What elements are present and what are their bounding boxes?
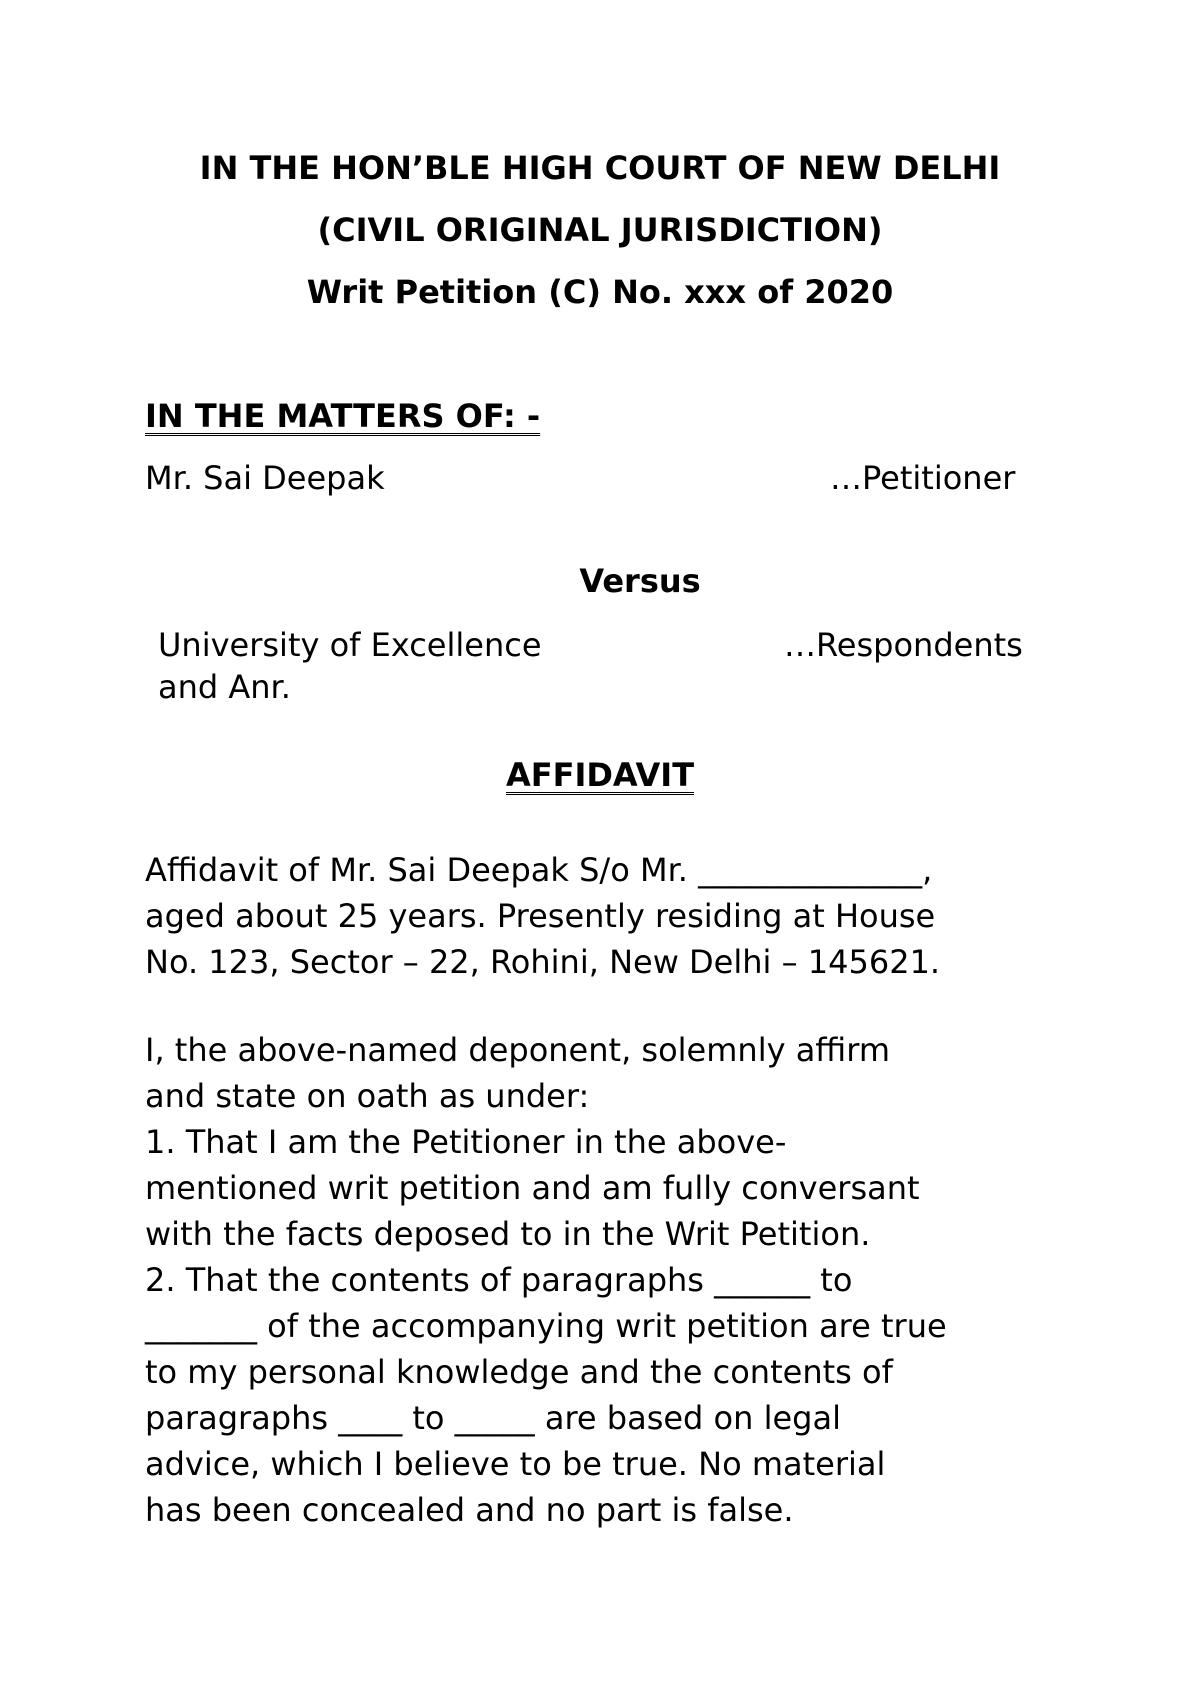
oath-line: with the facts deposed to in the Writ Petition. xyxy=(145,1215,871,1253)
oath-line: and state on oath as under: xyxy=(145,1077,590,1115)
matters-heading: IN THE MATTERS OF: - xyxy=(145,397,541,435)
affidavit-oath xyxy=(145,1027,1075,1533)
oath-line: has been concealed and no part is false. xyxy=(145,1491,794,1529)
oath-line: to my personal knowledge and the contents of xyxy=(145,1353,893,1391)
respondent-role: …Respondents xyxy=(784,626,1023,664)
oath-line: mentioned writ petition and am fully conversant xyxy=(145,1169,920,1207)
oath-line: _______ of the accompanying writ petition are true xyxy=(145,1307,947,1345)
oath-line: I, the above-named deponent, solemnly affirm xyxy=(145,1031,890,1069)
respondent-name-line1: University of Excellence xyxy=(158,626,542,664)
intro-line: Affidavit of Mr. Sai Deepak S/o Mr. ______________, xyxy=(145,851,933,889)
court-title: IN THE HON’BLE HIGH COURT OF NEW DELHI xyxy=(199,149,1001,187)
oath-line: 2. That the contents of paragraphs ______ to xyxy=(145,1261,853,1299)
oath-line: paragraphs ____ to _____ are based on legal xyxy=(145,1399,841,1437)
affidavit-intro xyxy=(145,847,1075,985)
respondent-name-line2: and Anr. xyxy=(158,668,291,706)
petitioner-role: …Petitioner xyxy=(830,459,1016,497)
petitioner-name: Mr. Sai Deepak xyxy=(145,459,385,497)
intro-line: aged about 25 years. Presently residing at House xyxy=(145,897,936,935)
versus-label: Versus xyxy=(579,562,701,600)
affidavit-title: AFFIDAVIT xyxy=(505,756,695,794)
case-number: Writ Petition (C) No. xxx of 2020 xyxy=(306,273,894,311)
jurisdiction-title: (CIVIL ORIGINAL JURISDICTION) xyxy=(317,211,883,249)
oath-line: 1. That I am the Petitioner in the above- xyxy=(145,1123,787,1161)
oath-line: advice, which I believe to be true. No material xyxy=(145,1445,886,1483)
intro-line: No. 123, Sector – 22, Rohini, New Delhi – 145621. xyxy=(145,943,941,981)
